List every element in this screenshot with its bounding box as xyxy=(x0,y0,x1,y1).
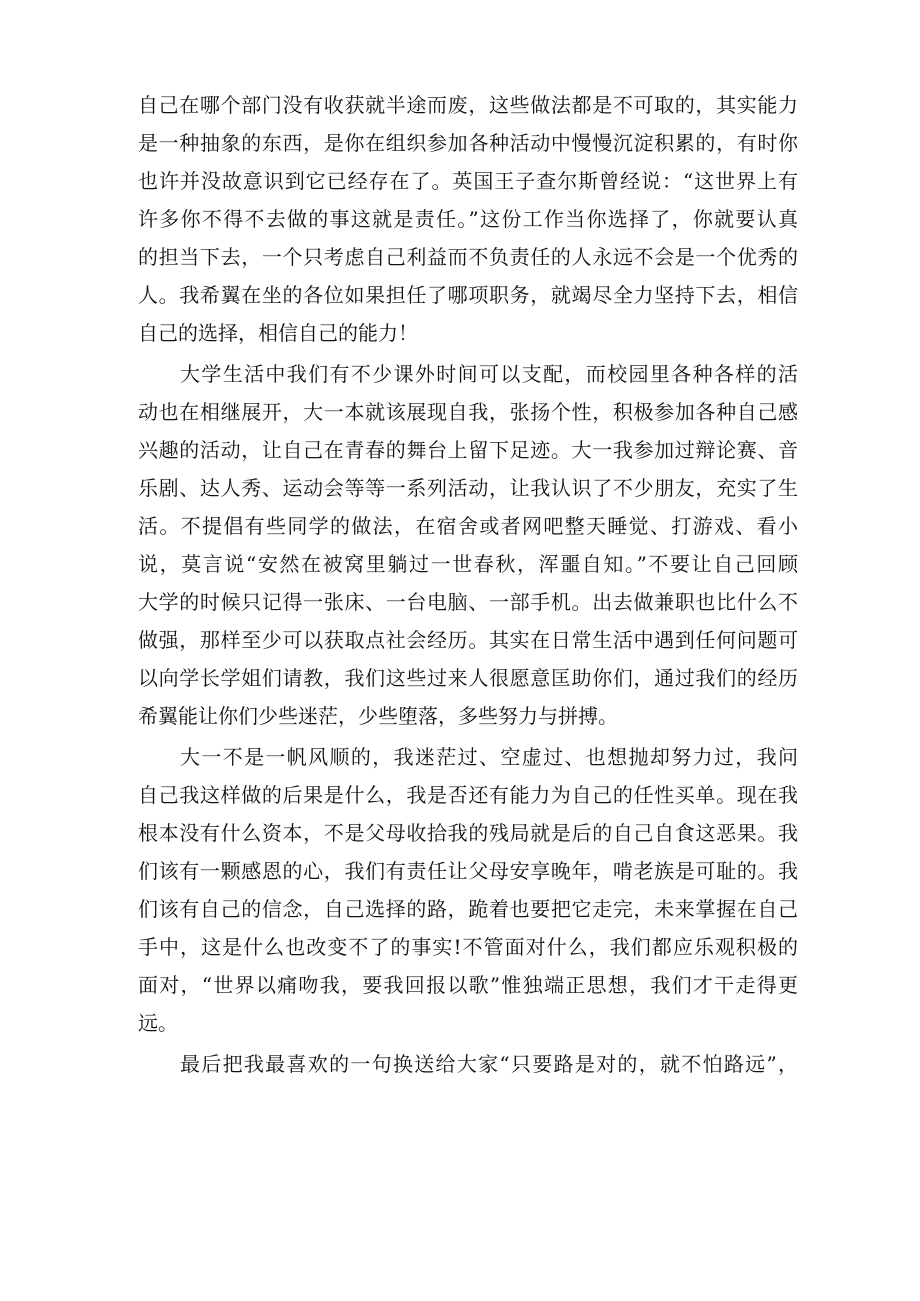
paragraph-4 xyxy=(138,1045,798,1083)
text-line: 希翼能让你们少些迷茫，少些堕落，多些努力与拼搏。 xyxy=(138,704,618,728)
text-line: 们该有自己的信念，自己选择的路，跪着也要把它走完，未来掌握在自己 xyxy=(138,897,798,921)
text-line: 也许并没故意识到它已经存在了。英国王子查尔斯曾经说：“这世界上有 xyxy=(138,169,798,193)
text-line: 人。我希翼在坐的各位如果担任了哪项职务，就竭尽全力坚持下去，相信 xyxy=(138,283,798,307)
text-line: 的担当下去，一个只考虑自己利益而不负责任的人永远不会是一个优秀的 xyxy=(138,245,798,269)
text-line: 以向学长学姐们请教，我们这些过来人很愿意匡助你们，通过我们的经历 xyxy=(138,666,798,690)
text-line: 最后把我最喜欢的一句换送给大家“只要路是对的，就不怕路远”， xyxy=(180,1052,798,1076)
text-line: 根本没有什么资本，不是父母收拾我的残局就是后的自己自食这恶果。我 xyxy=(138,821,798,845)
text-line: 自己在哪个部门没有收获就半途而废，这些做法都是不可取的，其实能力 xyxy=(138,93,798,117)
text-line: 动也在相继展开，大一本就该展现自我，张扬个性，积极参加各种自己感 xyxy=(138,400,798,424)
text-line: 手中，这是什么也改变不了的事实!不管面对什么，我们都应乐观积极的 xyxy=(138,935,798,959)
text-line: 做强，那样至少可以获取点社会经历。其实在日常生活中遇到任何问题可 xyxy=(138,628,798,652)
text-line: 大学生活中我们有不少课外时间可以支配，而校园里各种各样的活 xyxy=(180,362,798,386)
text-line: 远。 xyxy=(138,1011,178,1035)
text-line: 活。不提倡有些同学的做法，在宿舍或者网吧整天睡觉、打游戏、看小 xyxy=(138,514,798,538)
text-line: 乐剧、达人秀、运动会等等一系列活动，让我认识了不少朋友，充实了生 xyxy=(138,476,798,500)
text-line: 自己我这样做的后果是什么，我是否还有能力为自己的任性买单。现在我 xyxy=(138,783,798,807)
text-line: 们该有一颗感恩的心，我们有责任让父母安享晚年，啃老族是可耻的。我 xyxy=(138,859,798,883)
text-line: 自己的选择，相信自己的能力！ xyxy=(138,321,418,345)
text-line: 大一不是一帆风顺的，我迷茫过、空虚过、也想抛却努力过，我问 xyxy=(180,745,798,769)
paragraph-3 xyxy=(138,738,798,1042)
text-line: 兴趣的活动，让自己在青春的舞台上留下足迹。大一我参加过辩论赛、音 xyxy=(138,438,798,462)
text-line: 说，莫言说“安然在被窝里躺过一世春秋，浑噩自知。”不要让自己回顾 xyxy=(138,552,798,576)
paragraph-1 xyxy=(138,86,798,352)
paragraph-2 xyxy=(138,355,798,735)
text-line: 面对，“世界以痛吻我，要我回报以歌”惟独端正思想，我们才干走得更 xyxy=(138,973,798,997)
document-body xyxy=(138,86,798,1086)
text-line: 大学的时候只记得一张床、一台电脑、一部手机。出去做兼职也比什么不 xyxy=(138,590,798,614)
text-line: 许多你不得不去做的事这就是责任。”这份工作当你选择了，你就要认真 xyxy=(138,207,798,231)
text-line: 是一种抽象的东西，是你在组织参加各种活动中慢慢沉淀积累的，有时你 xyxy=(138,131,798,155)
